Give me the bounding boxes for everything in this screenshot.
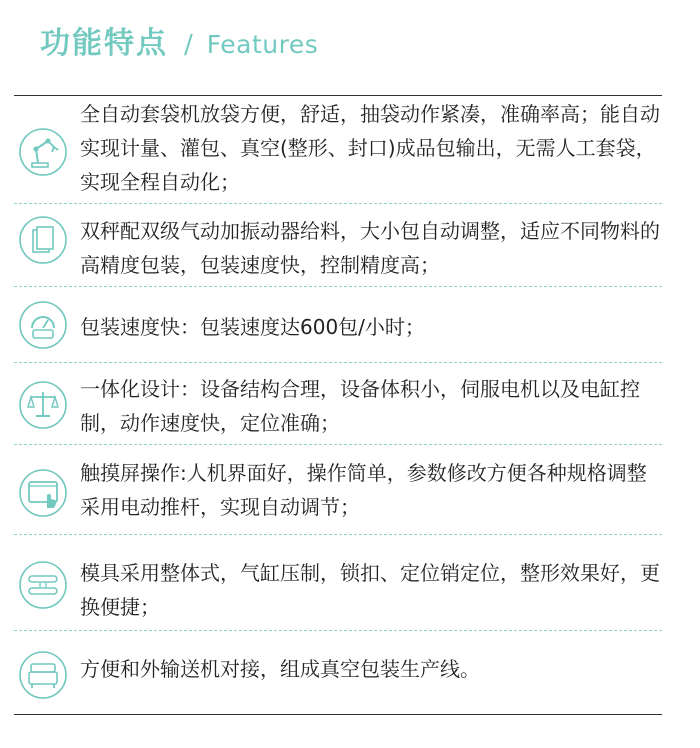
balance-scale-icon	[18, 380, 68, 430]
mold-press-icon	[18, 560, 68, 610]
bottom-rule	[14, 714, 662, 715]
bag-stack-icon	[18, 215, 68, 265]
speed-gauge-icon	[18, 300, 68, 350]
row-divider	[14, 362, 662, 363]
row-divider	[14, 444, 662, 445]
row-divider	[14, 286, 662, 287]
top-rule	[14, 95, 662, 96]
feature-row	[14, 364, 662, 442]
section-header	[40, 18, 318, 62]
title-separator: /	[184, 30, 193, 60]
feature-row	[14, 288, 662, 362]
row-divider	[14, 534, 662, 535]
conveyor-bed-icon	[18, 650, 68, 700]
feature-text: 一体化设计：设备结构合理，设备体积小，伺服电机以及电缸控制，动作速度快，定位准确；	[80, 377, 640, 435]
robot-arm-icon	[18, 127, 68, 177]
feature-text: 模具采用整体式，气缸压制，锁扣、定位销定位，整形效果好，更换便捷；	[80, 561, 660, 619]
feature-text: 触摸屏操作:人机界面好，操作简单，参数修改方便各种规格调整采用电动推杆，实现自动调节；	[80, 461, 647, 519]
title-chinese: 功能特点	[40, 26, 168, 61]
row-divider	[14, 630, 662, 631]
feature-row	[14, 632, 662, 712]
row-divider	[14, 203, 662, 204]
feature-row	[14, 97, 662, 203]
feature-text: 双秤配双级气动加振动器给料，大小包自动调整，适应不同物料的高精度包装，包装速度快，控制精度高；	[80, 219, 660, 277]
feature-row	[14, 536, 662, 622]
feature-row	[14, 446, 662, 532]
feature-row	[14, 205, 662, 285]
feature-text: 方便和外输送机对接，组成真空包装生产线。	[80, 657, 480, 681]
feature-text: 包装速度快：包装速度达600包/小时；	[80, 315, 425, 339]
touch-screen-icon	[18, 468, 68, 518]
feature-text: 全自动套袋机放袋方便，舒适，抽袋动作紧凑，准确率高；能自动实现计量、灌包、真空(整形、封口)成品包输出，无需人工套袋，实现全程自动化；	[80, 102, 660, 194]
title-english: Features	[206, 30, 319, 59]
